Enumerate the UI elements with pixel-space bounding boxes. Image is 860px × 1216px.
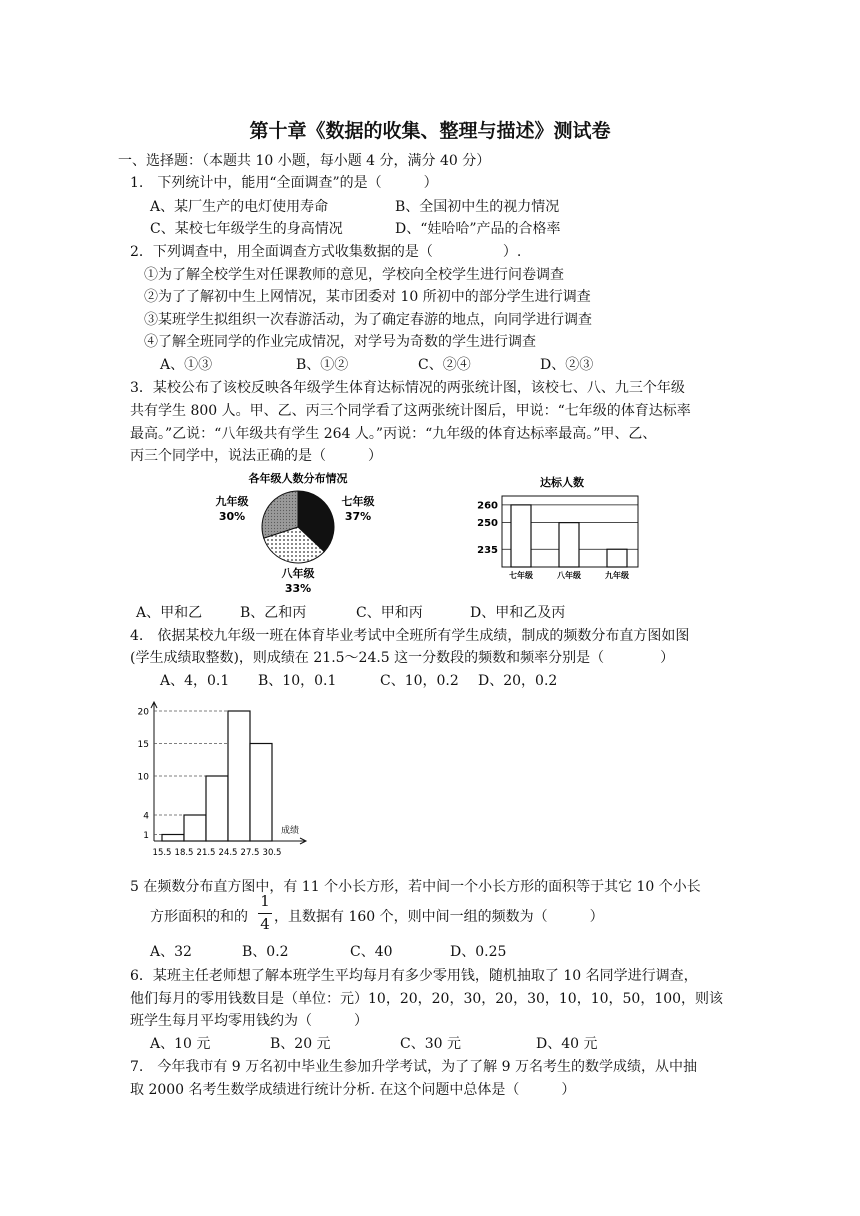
bar: [511, 505, 531, 567]
q4-option-a: A、4，0.1: [160, 673, 230, 689]
bar: [559, 523, 579, 567]
hist-bar: [250, 744, 272, 842]
q1-stem: 1. 下列统计中，能用“全面调查”的是（ ）: [130, 175, 438, 191]
hist-y-tick-label: 1: [143, 831, 149, 841]
q1-option-a: A、某厂生产的电灯使用寿命: [150, 199, 329, 215]
q4-option-d: D、20，0.2: [478, 673, 558, 689]
q1-option-b: B、全国初中生的视力情况: [395, 199, 560, 215]
q2-option-a: A、①③: [160, 357, 213, 373]
hist-x-tick-label: 15.5: [152, 848, 172, 858]
q3-line-2: 共有学生 800 人。甲、乙、丙三个同学看了这两张统计图后，甲说：“七年级的体育达标率: [130, 403, 691, 419]
q5-line-2b: ，且数据有 160 个，则中间一组的频数为（ ）: [274, 909, 604, 925]
q3-option-b: B、乙和丙: [240, 605, 307, 621]
hist-y-tick-label: 15: [137, 740, 149, 750]
q2-item-3: ③某班学生拟组织一次春游活动，为了确定春游的地点，向同学进行调查: [144, 312, 592, 328]
q3-line-4: 丙三个同学中，说法正确的是（ ）: [130, 448, 382, 464]
q5-option-d: D、0.25: [450, 944, 507, 960]
q5-fraction-denominator: 4: [260, 915, 270, 933]
q1-option-d: D、“娃哈哈”产品的合格率: [395, 221, 561, 237]
hist-x-label: 成绩: [280, 826, 300, 836]
q4-option-c: C、10，0.2: [380, 673, 459, 689]
bar-group: [477, 496, 638, 580]
q7-line-2: 取 2000 名考生数学成绩进行统计分析. 在这个问题中总体是（ ）: [130, 1082, 576, 1098]
q6-option-d: D、40 元: [536, 1036, 598, 1052]
q2-option-c: C、②④: [418, 357, 471, 373]
q3-line-1: 3．某校公布了该校反映各年级学生体育达标情况的两张统计图，该校七、八、九三个年级: [130, 380, 685, 396]
q2-item-2: ②为了了解初中生上网情况，某市团委对 10 所初中的部分学生进行调查: [144, 289, 591, 305]
q5-line-1: 5 在频数分布直方图中，有 11 个小长方形，若中间一个小长方形的面积等于其它 10 个小长: [130, 879, 701, 895]
q6-option-b: B、20 元: [270, 1036, 331, 1052]
q2-stem: 2．下列调查中，用全面调查方式收集数据的是（ ）.: [130, 244, 522, 260]
q6-line-1: 6．某班主任老师想了解本班学生平均每月有多少零用钱，随机抽取了 10 名同学进行调查，: [130, 968, 698, 984]
bar-x-tick-label: 八年级: [557, 571, 581, 580]
q3-option-d: D、甲和乙及丙: [470, 605, 566, 621]
q3-option-c: C、甲和丙: [356, 605, 423, 621]
bar-x-tick-label: 九年级: [605, 571, 629, 580]
hist-x-tick-label: 30.5: [262, 848, 282, 858]
pie-label-grade8: 八年级: [281, 567, 315, 580]
pie-title: 各年级人数分布情况: [248, 472, 348, 485]
bar-chart: [470, 470, 650, 590]
hist-bar: [228, 711, 250, 841]
hist-y-tick-label: 10: [137, 772, 149, 783]
q3-option-a: A、甲和乙: [136, 605, 203, 621]
bar-title: 达标人数: [540, 476, 584, 489]
q5-fraction-bar: [258, 913, 272, 914]
q2-item-1: ①为了解全校学生对任课教师的意见，学校向全校学生进行问卷调查: [144, 267, 564, 283]
q5-option-a: A、32: [150, 944, 192, 960]
q3-line-3: 最高。”乙说：“八年级共有学生 264 人。”丙说：“九年级的体育达标率最高。”甲、乙、: [130, 426, 657, 442]
pie-label-grade9: 九年级: [215, 495, 249, 508]
hist-bar: [184, 815, 206, 841]
hist-y-tick-label: 20: [137, 707, 149, 718]
q5-option-b: B、0.2: [242, 944, 289, 960]
q5-fraction-numerator: 1: [260, 892, 270, 910]
hist-x-tick-label: 27.5: [240, 848, 260, 858]
pie-pct-grade9: 30%: [218, 510, 246, 523]
pie-slices: [262, 491, 334, 563]
hist-x-tick-label: 21.5: [196, 848, 216, 858]
q2-option-b: B、①②: [296, 357, 349, 373]
q5-option-c: C、40: [350, 944, 393, 960]
q4-line-2: (学生成绩取整数)，则成绩在 21.5～24.5 这一分数段的频数和频率分别是（ ）: [130, 650, 675, 666]
q6-option-c: C、30 元: [400, 1036, 461, 1052]
hist-y-tick-label: 4: [143, 811, 149, 822]
q6-line-3: 班学生每月平均零用钱约为（ ）: [130, 1013, 368, 1029]
histogram: [130, 698, 320, 868]
pie-pct-grade7: 37%: [344, 510, 372, 523]
pie-chart: [210, 470, 410, 600]
q2-item-4: ④了解全班同学的作业完成情况，对学号为奇数的学生进行调查: [144, 334, 536, 350]
q4-line-1: 4. 依据某校九年级一班在体育毕业考试中全班所有学生成绩，制成的频数分布直方图如图: [130, 628, 690, 644]
pie-pct-grade8: 33%: [284, 582, 312, 595]
q2-option-d: D、②③: [540, 357, 594, 373]
bar-y-tick-label: 250: [477, 518, 498, 530]
page-title: 第十章《数据的收集、整理与描述》测试卷: [249, 120, 611, 142]
hist-x-tick-label: 18.5: [174, 848, 194, 858]
bar-y-tick-label: 260: [477, 500, 498, 512]
hist-bar: [162, 835, 184, 842]
q1-option-c: C、某校七年级学生的身高情况: [150, 221, 343, 237]
hist-x-tick-label: 24.5: [218, 848, 238, 858]
q6-line-2: 他们每月的零用钱数目是（单位：元）10，20，20，30，20，30，10，10，50，100，则该: [130, 991, 724, 1007]
section-heading: 一、选择题：（本题共 10 小题，每小题 4 分，满分 40 分）: [118, 153, 491, 169]
hist-bar: [206, 776, 228, 841]
pie-label-grade7: 七年级: [341, 495, 375, 508]
q4-option-b: B、10，0.1: [258, 673, 337, 689]
q6-option-a: A、10 元: [150, 1036, 211, 1052]
q5-line-2a: 方形面积的和的: [150, 909, 248, 925]
bar-y-tick-label: 235: [477, 544, 498, 556]
bar: [607, 549, 627, 567]
bar-x-tick-label: 七年级: [509, 571, 533, 580]
q7-line-1: 7. 今年我市有 9 万名初中毕业生参加升学考试，为了了解 9 万名考生的数学成绩，从中抽: [130, 1059, 697, 1075]
